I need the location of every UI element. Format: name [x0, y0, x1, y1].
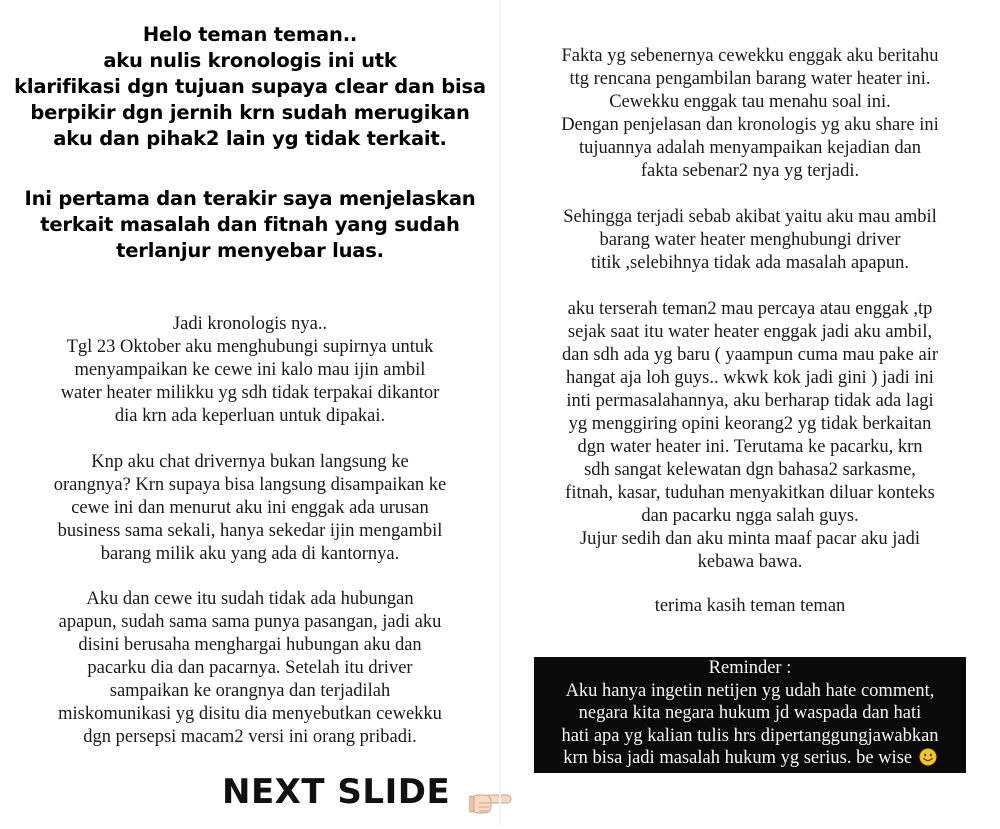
next-slide-label[interactable]: [222, 768, 513, 816]
text-line: orangnya? Krn supaya bisa langsung disampaikan ke: [53, 475, 447, 495]
text-line: sampaikan ke orangnya dan terjadilah: [109, 681, 391, 701]
text-line: aku terserah teman2 mau percaya atau enggak ,tp: [567, 299, 933, 319]
intro-heading-line: berpikir dgn jernih krn sudah merugikan: [30, 101, 470, 124]
text-line: business sama sekali, hanya sekedar ijin mengambil: [57, 521, 443, 541]
text-line: terima kasih teman teman: [654, 596, 846, 616]
reminder-line: Aku hanya ingetin netijen yg udah hate comment,: [565, 680, 935, 701]
text-line: water heater milikku yg sdh tidak terpakai dikantor: [60, 383, 440, 403]
text-line: kebawa bawa.: [697, 552, 803, 572]
reminder-line-text: krn bisa jadi masalah hukum yg serius. be wise: [563, 748, 913, 768]
text-line: miskomunikasi yg disitu dia menyebutkan cewekku: [58, 704, 442, 724]
text-line: fitnah, kasar, tuduhan menyakitkan diluar konteks: [565, 483, 935, 503]
intro-heading: [0, 22, 500, 152]
intro-heading-line: aku nulis kronologis ini utk: [103, 49, 397, 72]
thanks-line: [500, 595, 1000, 618]
cause-paragraph: [500, 206, 1000, 275]
text-line: dia krn ada keperluan untuk dipakai.: [114, 406, 386, 426]
text-line: Tgl 23 Oktober aku menghubungi supirnya untuk: [66, 337, 434, 357]
text-line: Dengan penjelasan dan kronologis yg aku share ini: [561, 115, 939, 135]
text-line: disini berusaha menghargai hubungan aku dan: [78, 635, 422, 655]
text-line: sejak saat itu water heater enggak jadi aku ambil,: [567, 322, 933, 342]
reminder-title: Reminder :: [708, 658, 792, 678]
text-line: Cewekku enggak tau menahu soal ini.: [609, 92, 891, 112]
text-line: dgn persepsi macam2 versi ini orang pribadi.: [83, 727, 417, 747]
reminder-line: negara kita negara hukum jd waspada dan hati: [578, 703, 922, 723]
text-line: apapun, sudah sama sama punya pasangan, jadi aku: [58, 612, 442, 632]
text-line: Jadi kronologis nya..: [172, 314, 328, 334]
statement-heading-line: terkait masalah dan fitnah yang sudah: [40, 213, 460, 236]
chronology-paragraph-1: [0, 313, 500, 428]
chronology-paragraph-3: [0, 588, 500, 749]
statement-heading: [0, 186, 500, 264]
intro-heading-line: Helo teman teman..: [142, 23, 358, 46]
statement-heading-line: Ini pertama dan terakir saya menjelaskan: [24, 187, 476, 210]
text-line: ttg rencana pengambilan barang water heater ini.: [569, 69, 931, 89]
reminder-last-line: [534, 747, 966, 770]
statement-heading-line: terlanjur menyebar luas.: [116, 239, 384, 262]
reminder-box: [534, 657, 966, 773]
text-line: pacarku dia dan pacarnya. Setelah itu driver: [87, 658, 413, 678]
text-line: barang water heater menghubungi driver: [599, 230, 901, 250]
text-line: sdh sangat kelewatan dgn bahasa2 sarkasme,: [584, 460, 916, 480]
text-line: barang milik aku yang ada di kantornya.: [100, 544, 400, 564]
text-line: hangat aja loh guys.. wkwk kok jadi gini ) jadi ini: [566, 368, 934, 388]
text-line: yg menggiring opini keorang2 yg tidak berkaitan: [568, 414, 932, 434]
smiley-face-icon: [919, 748, 937, 766]
text-line: Sehingga terjadi sebab akibat yaitu aku mau ambil: [563, 207, 937, 227]
text-line: dgn water heater ini. Terutama ke pacarku, krn: [577, 437, 923, 457]
chronology-paragraph-2: [0, 451, 500, 566]
text-line: titik ,selebihnya tidak ada masalah apapun.: [591, 253, 909, 273]
left-slide: [0, 0, 500, 825]
intro-heading-line: aku dan pihak2 lain yg tidak terkait.: [53, 127, 447, 150]
text-line: dan sdh ada yg baru ( yaampun cuma mau pake air: [561, 345, 939, 365]
reminder-line: hati apa yg kalian tulis hrs dipertanggungjawabkan: [561, 725, 939, 746]
text-line: fakta sebenar2 nya yg terjadi.: [640, 161, 860, 181]
next-slide-text: NEXT SLIDE: [222, 772, 451, 812]
intro-heading-line: klarifikasi dgn tujuan supaya clear dan bisa: [14, 75, 486, 98]
text-line: Jujur sedih dan aku minta maaf pacar aku jadi: [579, 529, 921, 549]
text-line: Knp aku chat drivernya bukan langsung ke: [91, 452, 409, 472]
text-line: Aku dan cewe itu sudah tidak ada hubungan: [86, 589, 414, 609]
text-line: dan pacarku ngga salah guys.: [641, 506, 859, 526]
text-line: menyampaikan ke cewe ini kalo mau ijin ambil: [74, 360, 426, 380]
text-line: Fakta yg sebenernya cewekku enggak aku beritahu: [561, 46, 939, 66]
text-line: inti permasalahannya, aku berharap tidak ada lagi: [566, 391, 934, 411]
facts-paragraph: [500, 45, 1000, 183]
text-line: cewe ini dan menurut aku ini enggak ada urusan: [71, 498, 429, 518]
closing-paragraph: [500, 298, 1000, 574]
text-line: tujuannya adalah menyampaikan kejadian dan: [578, 138, 922, 158]
